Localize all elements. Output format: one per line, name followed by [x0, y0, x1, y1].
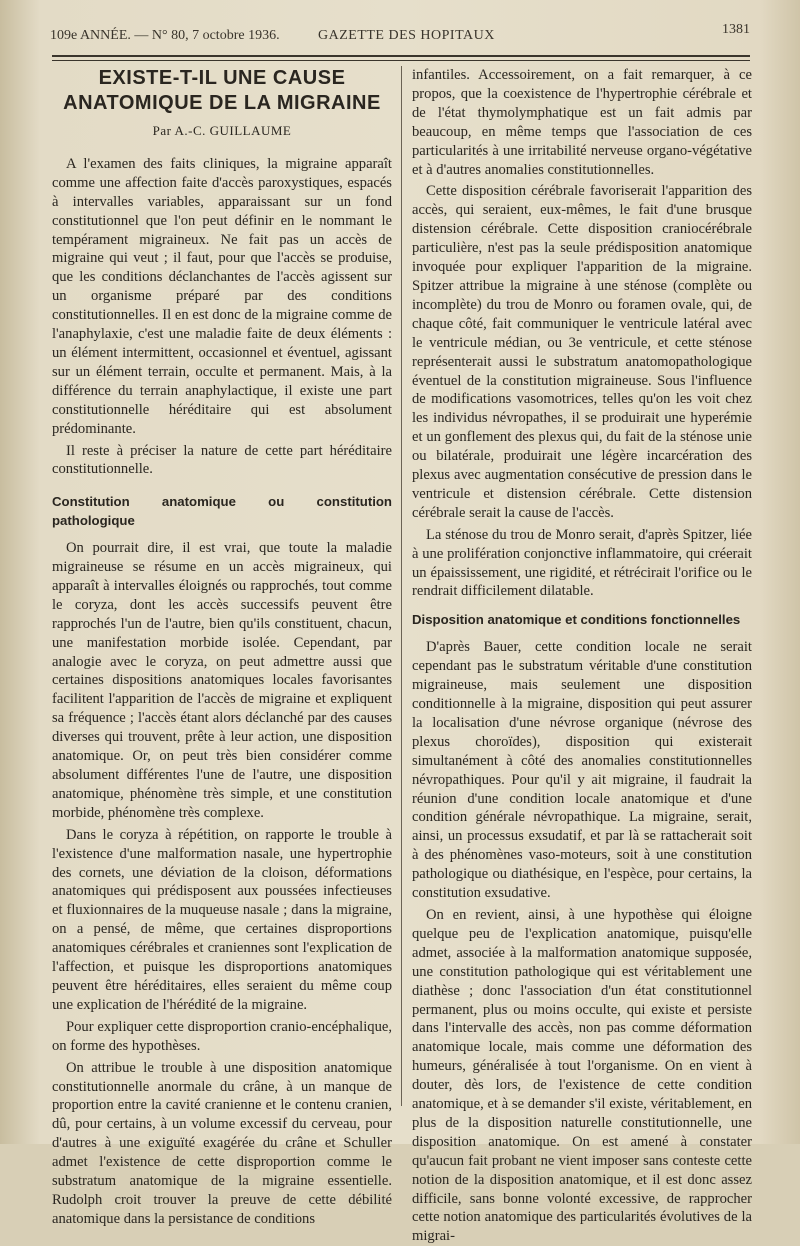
left-column	[52, 66, 392, 1229]
section-heading: Constitution anatomique ou constitution pathologique	[52, 494, 392, 529]
running-head	[50, 22, 750, 50]
column-divider	[401, 66, 402, 1106]
paragraph: On en revient, ainsi, à une hypothèse qui éloigne quelque peu de l'explication anatomique, puisqu'elle admet, associée à la malformation anatomique supposée, une constitution pathologique qui est véritablement une diathèse ; donc l'association d'un état constitutionnel permanent, plus ou moins occulte, qui existe et persiste dans l'intervalle des accès, non pas comme déformation anatomique locale, mais comme une déformation des humeurs, généralisée à tout l'organisme. On en vient à douter, dès lors, de l'existence de cette condition anatomique, et à se demander s'il existe, véritablement, en plus de la disposition naturelle constitutionnelle, une disposition anatomique. On est amené à constater qu'aucun fait probant ne vient imposer sans conteste cette notion de la disposition anatomique, et il est donc assez difficile, sans bonne volonté excessive, de rapprocher cette notion anatomique des particularités évolutives de la migrai-	[412, 906, 752, 1245]
paragraph: Pour expliquer cette disproportion cranio-encéphalique, on forme des hypothèses.	[52, 1018, 392, 1054]
header-rule-thin	[52, 60, 750, 61]
paragraph: A l'examen des faits cliniques, la migraine apparaît comme une affection faite d'accès paroxystiques, espacés à intervalles variables, apparaissant sur un fond constitutionnel que l'on peut définir en le nommant le tempérament migraineux. Ne fait pas un accès de migraine qui veut ; il faut, pour que l'accès se produise, que les conditions déclanchantes de l'accès agissent sur un organisme préparé par des conditions constitutionnelles. Il en est donc de la migraine comme de l'anaphylaxie, c'est une maladie faite de deux éléments : un élément intermittent, occasionnel et éventuel, agissant sur un élément terrain, occulte et permanent. Mais, à la différence du terrain anaphylactique, il existe une part constitutionnelle héréditaire qui est absolument prédominante.	[52, 155, 392, 437]
paragraph: D'après Bauer, cette condition locale ne serait cependant pas le substratum véritable d'une constitution migraineuse, mais seulement une disposition conditionnelle à la migraine, disposition qui peut assurer la localisation d'une névrose organique (névrose des plexus choroïdes), disposition qui existerait simultanément à côté des anomalies constitutionnelles névropathiques. Pour qu'il y ait migraine, il faudrait la réunion d'une condition locale anatomique et d'une condition générale névropathique. La migraine, serait, ainsi, un processus exsudatif, et par là se rattacherait soit à des phénomènes vaso-moteurs, soit à une constitution pathologique ou diathésique, en l'espèce, pour certains, la constitution exsudative.	[412, 639, 752, 902]
paragraph: On attribue le trouble à une disposition anatomique constitutionnelle anormale du crâne, à un manque de proportion entre la cavité cranienne et le contenu cranien, dû, pour certains, à un volume excessif du cerveau, pour d'autres à une exiguïté exagérée du crâne et Schuller admet l'existence de cette disproportion comme le substratum anatomique de la migraine essentielle. Rudolph croit trouver la preuve de cette débilité anatomique dans la persistance de conditions	[52, 1059, 392, 1227]
paragraph: Il reste à préciser la nature de cette part héréditaire constitutionnelle.	[52, 442, 392, 478]
article-author: Par A.-C. GUILLAUME	[152, 123, 292, 138]
paragraph: infantiles. Accessoirement, on a fait remarquer, à ce propos, que la coexistence de l'hypertrophie cérébrale et de l'état thymolymphatique est un fait admis par beaucoup, en même temps que l'association de ces particularités à une irritabilité nerveuse organo-végétative et à d'autres anomalies constitutionnelles.	[412, 67, 752, 178]
page-number: 1381	[722, 22, 750, 37]
section-heading: Disposition anatomique et conditions fonctionnelles	[412, 612, 741, 628]
paragraph: Dans le coryza à répétition, on rapporte le trouble à l'existence d'une malformation nasale, une hypertrophie des cornets, une déviation de la cloison, déformations anatomiques qui prédisposent aux poussées infectieuses et fluxionnaires de la muqueuse nasale ; dans la migraine, on a pensé, de même, que certaines disproportions anatomiques cérébrales et craniennes sont l'explication de l'affection, et puisque les disproportions anatomiques peuvent être héréditaires, elles seraient du même coup une explication de l'hérédité de la migraine.	[52, 826, 392, 1013]
right-column	[412, 66, 752, 1246]
paragraph: Cette disposition cérébrale favoriserait l'apparition des accès, qui seraient, eux-mêmes, le fait d'une brusque distension cérébrale. Cette disposition craniocérébrale particulière, n'est pas la seule prédisposition anatomique invoquée pour expliquer l'apparition de la migraine. Spitzer attribue la migraine à une sténose (complète ou incomplète) du trou de Monro ou foramen ovale, qui, de chaque côté, fait communiquer le ventricule latéral avec le ventricule médian, ou 3e ventricule, et cette sténose représenterait aussi le substratum anatomopathologique éventuel de la constitution migraineuse. Sous l'influence de modifications vasomotrices, telles qu'on les voit chez les individus névropathes, il se produirait une hyperémie et un gonflement des plexus qui, du fait de la sténose unie ou bilatérale, produirait une légère incarcération des plexus avec augmentation consécutive de pression dans le ventricule et distension cérébrale. Cette distension cérébrale serait la cause de l'accès.	[412, 183, 752, 521]
paragraph: La sténose du trou de Monro serait, d'après Spitzer, liée à une prolifération conjonctive inflammatoire, qui créerait un épaississement, une rigidité, et rétrécirait l'orifice ou le rendrait difficilement dilatable.	[412, 526, 752, 600]
header-rule	[52, 55, 750, 57]
paragraph: On pourrait dire, il est vrai, que toute la maladie migraineuse se résume en un accès migraineux, qui apparaît à intervalles éloignés ou rapprochés, tout comme le coryza, dont les accès successifs peuvent être rapprochés l'un de l'autre, bien qu'ils constituent, chacun, une manifestation morbide isolée. Cependant, par analogie avec le coryza, on peut admettre aussi que certaines dispositions anatomiques locales favorisantes facilitent l'apparition de l'accès de migraine et expliquent sa fréquence ; l'accès étant alors déclanché par des causes diverses qui trouvent, prête à leur action, une disposition anatomique. Or, on peut très bien considérer comme absolument différentes l'une de l'autre, une disposition anatomique, phénomène très simple, et une constitution morbide, phénomène très complexe.	[52, 540, 392, 821]
journal-name: GAZETTE DES HOPITAUX	[318, 28, 495, 43]
issue-line: 109e ANNÉE. — N° 80, 7 octobre 1936.	[50, 28, 280, 43]
article-title: EXISTE-T-IL UNE CAUSE ANATOMIQUE DE LA MIGRAINE	[63, 67, 381, 114]
